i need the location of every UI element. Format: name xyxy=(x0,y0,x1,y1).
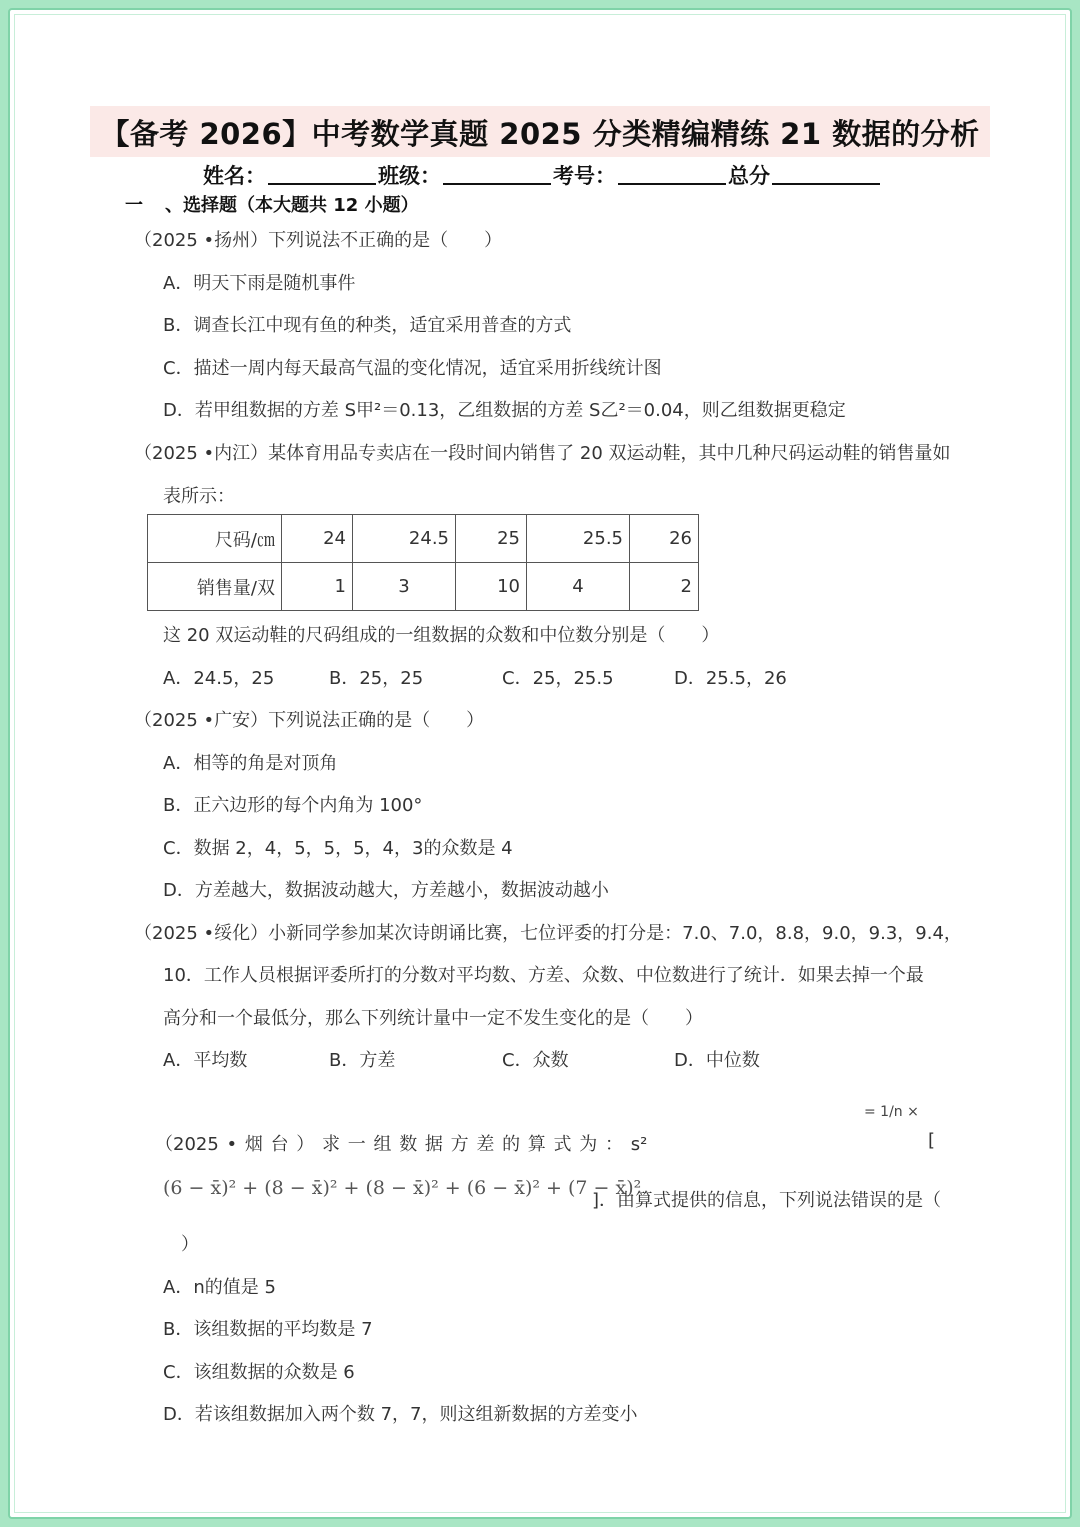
exam-no-blank[interactable] xyxy=(618,163,726,185)
q5-variance-formula: (6 − x̄)² + (8 − x̄)² + (8 − x̄)² + (6 − x̄)² + (7 − x̄)² xyxy=(163,1177,642,1199)
total-label: 总分 xyxy=(728,164,770,188)
q4-stem-line1: （2025 •绥化）小新同学参加某次诗朗诵比赛，七位评委的打分是：7.0、7.0，8.8，9.0，9.3，9.4， xyxy=(134,923,962,944)
q2-option-d: D．25.5，26 xyxy=(674,668,787,689)
q5-fraction: = 1/n × xyxy=(864,1104,919,1120)
page-title: 【备考 2026】中考数学真题 2025 分类精编精练 21 数据的分析 xyxy=(90,106,989,157)
q4-option-a: A．平均数 xyxy=(163,1050,248,1071)
table-row xyxy=(148,563,699,611)
table-cell: 1 xyxy=(282,563,353,611)
q5-stem-after: ]．由算式提供的信息，下列说法错误的是（ xyxy=(592,1190,942,1211)
q4-stem-line3: 高分和一个最低分，那么下列统计量中一定不发生变化的是（ ） xyxy=(163,1008,703,1029)
shoe-size-table xyxy=(147,514,699,611)
q5-option-d: D．若该组数据加入两个数 7，7，则这组新数据的方差变小 xyxy=(163,1404,638,1425)
table-cell: 4 xyxy=(527,563,630,611)
table-cell: 24.5 xyxy=(353,515,456,563)
q3-stem: （2025 •广安）下列说法正确的是（ ） xyxy=(134,710,485,731)
table-cell: 3 xyxy=(353,563,456,611)
q1-option-a: A．明天下雨是随机事件 xyxy=(163,273,356,294)
section-title: 、选择题（本大题共 12 小题） xyxy=(165,195,419,216)
q3-option-d: D．方差越大，数据波动越大，方差越小，数据波动越小 xyxy=(163,880,609,901)
name-label: 姓名： xyxy=(203,164,266,188)
q5-stem-close: ） xyxy=(181,1234,199,1255)
q1-stem: （2025 •扬州）下列说法不正确的是（ ） xyxy=(134,230,503,251)
q2-option-a: A．24.5，25 xyxy=(163,668,275,689)
q3-option-a: A．相等的角是对顶角 xyxy=(163,753,338,774)
q2-question: 这 20 双运动鞋的尺码组成的一组数据的众数和中位数分别是（ ） xyxy=(163,625,720,646)
class-blank[interactable] xyxy=(443,163,551,185)
section-number: 一 xyxy=(125,195,143,216)
table-cell: 24 xyxy=(282,515,353,563)
table-cell: 销售量/双 xyxy=(148,563,282,611)
q1-option-c: C．描述一周内每天最高气温的变化情况，适宜采用折线统计图 xyxy=(163,358,662,379)
q2-stem-line1: （2025 •内江）某体育用品专卖店在一段时间内销售了 20 双运动鞋，其中几种尺码运动鞋的销售量如 xyxy=(134,443,951,464)
table-cell: 25.5 xyxy=(527,515,630,563)
q4-stem-line2: 10．工作人员根据评委所打的分数对平均数、方差、众数、中位数进行了统计．如果去掉一个最 xyxy=(163,965,924,986)
q5-option-c: C．该组数据的众数是 6 xyxy=(163,1362,355,1383)
title-wrap xyxy=(0,106,1080,157)
table-cell: 2 xyxy=(630,563,699,611)
q5-bracket-open: [ xyxy=(928,1130,936,1151)
q4-option-d: D．中位数 xyxy=(674,1050,760,1071)
section-heading xyxy=(125,191,419,217)
table-cell: 尺码/㎝ xyxy=(148,515,282,563)
q3-option-c: C．数据 2，4，5，5，5，4，3的众数是 4 xyxy=(163,838,513,859)
q1-option-b: B．调查长江中现有鱼的种类，适宜采用普查的方式 xyxy=(163,315,572,336)
table-cell: 25 xyxy=(456,515,527,563)
table-cell: 26 xyxy=(630,515,699,563)
table-cell: 10 xyxy=(456,563,527,611)
q2-option-b: B．25，25 xyxy=(329,668,424,689)
q5-option-a: A．n的值是 5 xyxy=(163,1277,276,1298)
q4-option-b: B．方差 xyxy=(329,1050,396,1071)
class-label: 班级： xyxy=(378,164,441,188)
q2-option-c: C．25，25.5 xyxy=(502,668,614,689)
q4-option-c: C．众数 xyxy=(502,1050,569,1071)
total-blank[interactable] xyxy=(772,163,880,185)
exam-no-label: 考号： xyxy=(553,164,616,188)
name-blank[interactable] xyxy=(268,163,376,185)
student-info-line xyxy=(203,160,882,190)
q5-stem-line1: （2025 • 烟 台 ） 求 一 组 数 据 方 差 的 算 式 为 ： s² xyxy=(155,1134,648,1155)
q3-option-b: B．正六边形的每个内角为 100° xyxy=(163,795,423,816)
q1-option-d: D．若甲组数据的方差 S甲²＝0.13，乙组数据的方差 S乙²＝0.04，则乙组数据更稳定 xyxy=(163,400,846,421)
q5-option-b: B．该组数据的平均数是 7 xyxy=(163,1319,373,1340)
table-row xyxy=(148,515,699,563)
q2-stem-line2: 表所示： xyxy=(163,486,235,507)
